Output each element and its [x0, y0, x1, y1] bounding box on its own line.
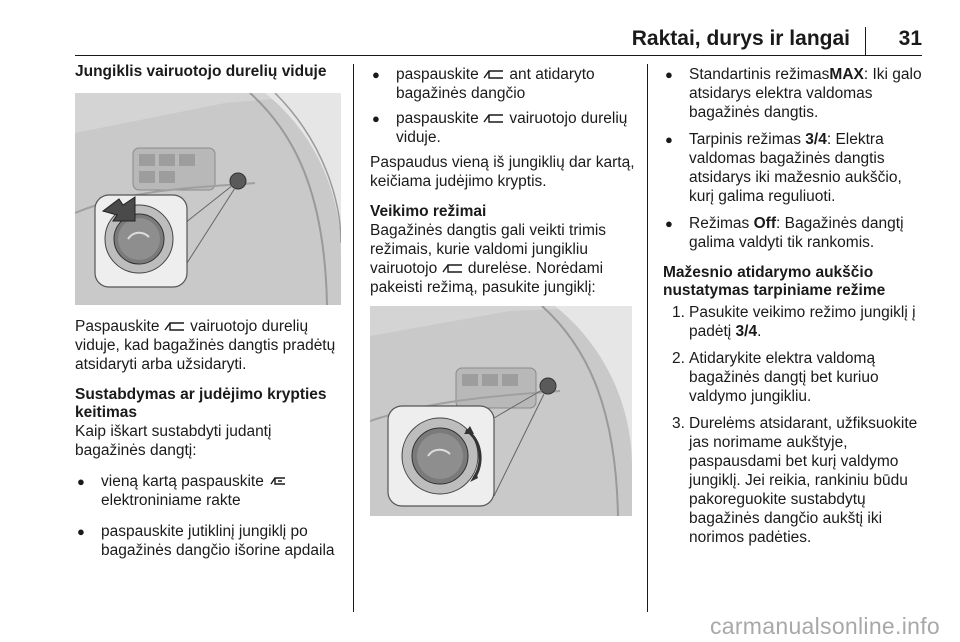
list-item: ● paspauskite jutiklinį jungiklį po bagažinės dangčio išorine apdaila: [75, 522, 341, 560]
list-item: 2. Atidarykite elektra valdomą bagažinės dangtį bet kuriuo valdymo jungikliu.: [672, 350, 879, 405]
watermark: carmanualsonline.info: [709, 613, 940, 639]
section-heading: Jungiklis vairuotojo durelių viduje: [75, 63, 327, 80]
figure-mode-switch: [370, 306, 632, 516]
tailgate-icon: [483, 112, 505, 124]
door-switch-illustration: [75, 93, 341, 305]
column-3: [663, 63, 925, 547]
list-item: ● Tarpinis režimas 3/4: Elektra valdomas bagažinės dangtis atsidarys iki mažesnio aukščio, kurį galima reguliuoti.: [663, 130, 925, 206]
list-item: 1. Pasukite veikimo režimo jungiklį į padėtį 3/4.: [672, 304, 916, 340]
tailgate-icon: [442, 262, 464, 274]
header-divider: [865, 27, 866, 55]
key-tailgate-icon: [268, 475, 290, 487]
column-2: [370, 63, 635, 516]
section-heading: Veikimo režimai: [370, 203, 487, 220]
tailgate-icon: [164, 320, 186, 332]
page-header: [75, 0, 922, 56]
list-item: ● paspauskite ant atidaryto bagažinės dangčio: [370, 65, 635, 103]
column-divider-2: [647, 64, 648, 612]
list-item: ● paspauskite vairuotojo durelių viduje.: [370, 109, 635, 147]
para-text: vairuotojo durelių viduje, kad bagažinės dangtis pradėtų atsidaryti arba užsidaryti.: [75, 318, 336, 373]
page-number: 31: [898, 27, 922, 50]
para-text: Bagažinės dangtis gali veikti trimis režimais, kurie valdomi jungikliu vairuotojo durelėse. Norėdami pakeisti režimą, pasukite jungiklį:: [370, 222, 607, 296]
list-item: 3. Durelėms atsidarant, užfiksuokite jas norimame aukštyje, paspausdami bet kurį valdymo jungiklį. Jei reikia, rankiniu būdu pakoreguokite sustabdytų bagažinės dangčio aukštį iki norimos padėties.: [672, 415, 918, 546]
list-item: ● Režimas Off: Bagažinės dangtį galima valdyti tik rankomis.: [663, 214, 925, 252]
tailgate-icon: [483, 68, 505, 80]
para-text: Paspaudus vieną iš jungiklių dar kartą, keičiama judėjimo kryptis.: [370, 154, 635, 190]
column-divider-1: [353, 64, 354, 612]
para-text: Paspauskite: [75, 318, 160, 335]
mode-switch-illustration: [370, 306, 632, 516]
figure-driver-door-switch: [75, 93, 341, 305]
list-item: ● vieną kartą paspauskite elektroniniame rakte: [75, 472, 341, 510]
list-item: ● Standartinis režimasMAX: Iki galo atsidarys elektra valdomas bagažinės dangtis.: [663, 65, 925, 122]
page-title: Raktai, durys ir langai: [631, 27, 850, 50]
column-1: [75, 63, 341, 560]
para-text: Kaip iškart sustabdyti judantį bagažinės dangtį:: [75, 423, 272, 459]
section-heading: Mažesnio atidarymo aukščio nustatymas tarpiniame režime: [663, 264, 886, 299]
section-heading: Sustabdymas ar judėjimo krypties keitimas: [75, 386, 327, 421]
